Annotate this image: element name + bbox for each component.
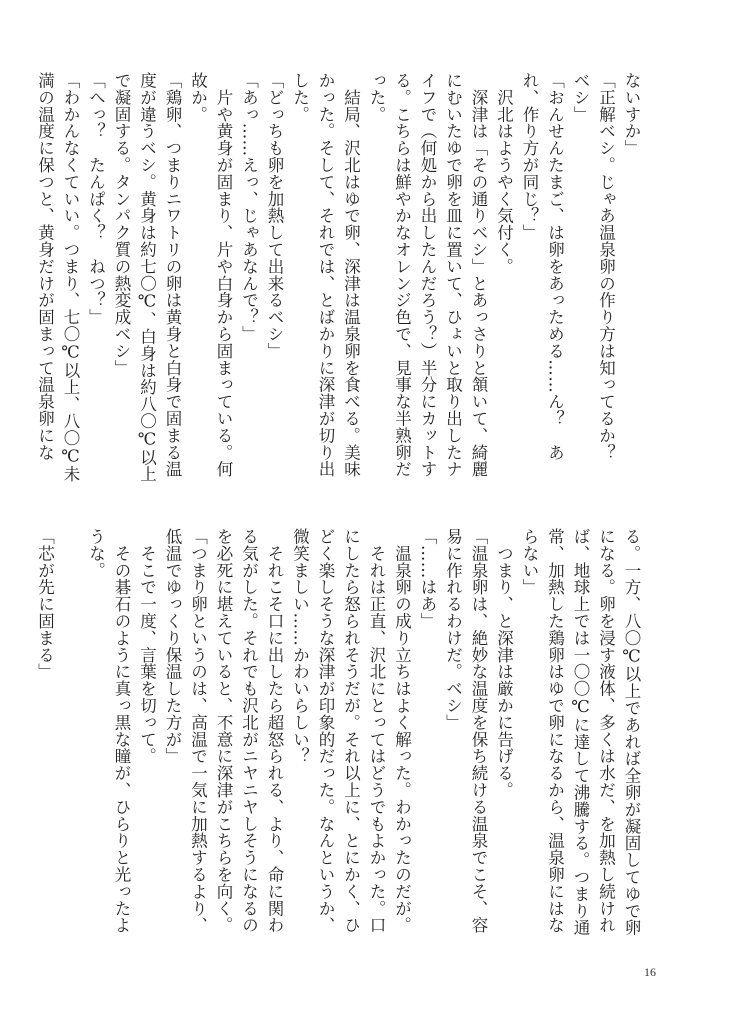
text-column: 「わかんなくていい。つまり、七〇℃以上、八〇℃未 [61, 72, 80, 483]
text-column: になる。卵を浸す液体、多くは水だ、を加熱し続けれ [596, 528, 616, 934]
text-column: る。こちらは鮮やかなオレンジ色で、見事な半熟卵だ [392, 72, 412, 478]
text-column: 「おんせんたまご、は卵をあっためる……ん？ あ [545, 72, 565, 461]
text-column: その碁石のように真っ黒な瞳が、ひらりと光ったよ [112, 528, 131, 934]
text-column: 片や黄身が固まり、片や白身から固まっている。何 [214, 72, 233, 478]
text-column: ば、地球上では一〇〇℃に達して沸騰する。つまり通 [571, 528, 590, 937]
text-column: 温泉卵の成り立ちはよく解った。わかったのだが。 [392, 528, 412, 934]
text-column: 「芯が先に固まる」 [35, 528, 55, 681]
upper-text-block [35, 72, 644, 483]
text-column: かった。そして、それでは、とばかりに深津が切り出 [316, 72, 335, 478]
text-column: にしたら怒られそうだが。それ以上に、とにかく、ひ [341, 528, 361, 934]
text-column: うな。 [86, 528, 106, 579]
text-column: る気がした。それでも沢北がニヤニヤしそうになるの [239, 528, 259, 934]
text-column: 結局、沢北はゆで卵、深津は温泉卵を食べる。美味 [341, 72, 361, 478]
text-column: 「正解ベシ。じゃあ温泉卵の作り方は知ってるか？ [596, 72, 616, 461]
text-column: った。 [367, 72, 386, 123]
page-number: 16 [644, 965, 656, 979]
text-column: 「つまり卵というのは、高温で一気に加熱するより、 [188, 528, 208, 934]
text-column: 易に作れるわけだ。ベシ」 [443, 528, 463, 731]
text-column: 「……はあ」 [418, 528, 437, 630]
text-column: を必死に堪えていると、不意に深津がこちらを向く。 [214, 528, 233, 934]
text-column: 常、加熱した鶏卵はゆで卵になるから、温泉卵にはな [545, 528, 565, 934]
text-column: どく楽しそうな深津が印象的だった。なんというか、 [316, 528, 335, 934]
text-column: そこで一度、言葉を切って。 [137, 528, 157, 765]
text-column: 「温泉卵は、絶妙な温度を保ち続ける温泉でこそ、容 [469, 528, 488, 934]
text-column: イフで（何処から出したんだろう？）半分にカットす [418, 72, 437, 478]
text-column: 満の温度に保つと、黄身だけが固まって温泉卵にな [35, 72, 55, 461]
text-column: で凝固する。タンパク質の熱変成ベシ」 [112, 72, 131, 377]
text-column: 低温でゆっくり保温した方が」 [163, 528, 182, 765]
lower-text-block [35, 528, 644, 937]
text-column: 深津は「その通りベシ」とあっさりと頷いて、綺麗 [469, 72, 488, 478]
text-column: 度が違うベシ。黄身は約七〇℃、白身は約八〇℃以上 [137, 72, 157, 483]
text-column: ベシ」 [571, 72, 590, 123]
text-column: ないすか」 [622, 72, 641, 157]
text-column: した。 [290, 72, 310, 123]
text-column: 「へっ？ たんぱく？ ねつ？」 [86, 72, 106, 326]
text-column: れ、作り方が同じ？」 [520, 72, 539, 241]
text-column: 「あっ……えっ、じゃあなんで？」 [239, 72, 259, 343]
text-column: つまり、と深津は厳かに告げる。 [494, 528, 514, 799]
text-column: それこそ口に出したら超怒られる、より、命に関わ [265, 528, 284, 934]
text-column: る。一方、八〇℃以上であれば全卵が凝固してゆで卵 [622, 528, 641, 937]
text-column [58, 528, 84, 928]
text-column: らない」 [520, 528, 539, 596]
text-column: 「鶏卵、つまりニワトリの卵は黄身と白身で固まる温 [163, 72, 182, 478]
text-column: 沢北はようやく気付く。 [494, 72, 514, 275]
text-column: それは正直、沢北にとってはどうでもよかった。口 [367, 528, 386, 934]
text-column: 微笑ましい……かわいらしい？ [290, 528, 310, 765]
text-column: にむいたゆで卵を皿に置いて、ひょいと取り出したナ [443, 72, 463, 478]
text-column: 故か。 [188, 72, 208, 123]
text-column: 「どっちも卵を加熱して出来るベシ」 [265, 72, 284, 360]
